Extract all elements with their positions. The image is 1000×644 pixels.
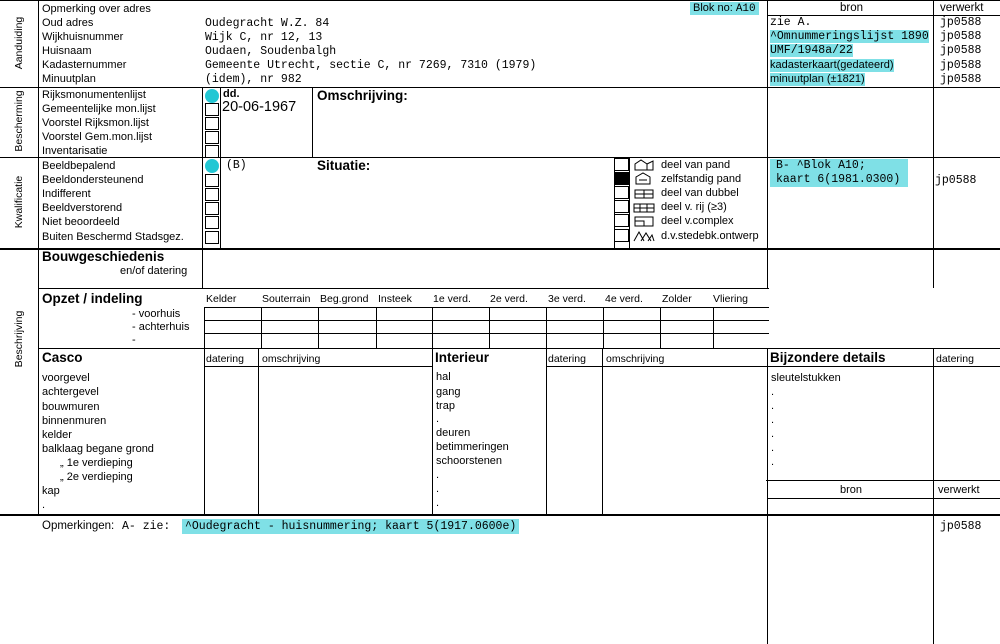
label-indifferent: Indifferent <box>42 188 91 200</box>
interieur-omschrijving-header: omschrijving <box>606 353 665 365</box>
value-huisnaam: Oudaen, Soudenbalgh <box>205 45 337 58</box>
dd-label: dd. <box>223 88 240 100</box>
bijzondere-heading: Bijzondere details <box>770 350 886 365</box>
label-beeldverstorend: Beeldverstorend <box>42 202 123 214</box>
verwerkt-1: jp0588 <box>940 16 982 29</box>
en-of-datering-label: en/of datering <box>120 265 188 277</box>
checkbox-niet-beoordeeld[interactable] <box>205 216 219 229</box>
opzet-achterhuis: - achterhuis <box>132 321 190 333</box>
casco-datering-header: datering <box>206 353 244 365</box>
rijksmonument-marker <box>205 89 219 103</box>
opmerkingen-label: Opmerkingen: <box>42 520 115 532</box>
bron-kadasterkaart: kadasterkaart(gedateerd) <box>770 59 894 71</box>
label-deel-v-rij: deel v. rij (≥3) <box>661 201 727 213</box>
checkbox-buiten-beschermd[interactable] <box>205 231 219 244</box>
list-item: hal <box>436 371 451 383</box>
list-item: achtergevel <box>42 386 99 398</box>
checkbox-inventarisatie[interactable] <box>205 145 219 158</box>
section-bescherming: Bescherming <box>13 90 25 152</box>
checkbox-deel-v-complex[interactable] <box>614 214 629 227</box>
checkbox-beeldverstorend[interactable] <box>205 202 219 215</box>
bron-minuutplan: minuutplan (±1821) <box>770 73 865 85</box>
label-deel-v-complex: deel v.complex <box>661 215 734 227</box>
house-standalone-icon <box>633 172 655 185</box>
block-label: Blok no: <box>693 2 733 14</box>
label-oud-adres: Oud adres <box>42 17 94 29</box>
list-item: . <box>771 442 775 454</box>
list-item: kap <box>42 485 60 497</box>
label-gemeentelijke: Gemeentelijke mon.lijst <box>42 103 156 115</box>
checkbox-gemeentelijke[interactable] <box>205 103 219 116</box>
value-wijkhuisnummer: Wijk C, nr 12, 13 <box>205 31 323 44</box>
block-value: A10 <box>735 3 756 15</box>
opzet-other: - <box>132 334 136 346</box>
lower-bron-header: bron <box>840 484 863 496</box>
col-1e-verd: 1e verd. <box>433 293 471 305</box>
bron-kaart6: kaart 6(1981.0300) <box>776 173 901 186</box>
verwerkt-3: jp0588 <box>940 44 982 57</box>
label-beeldbepalend: Beeldbepalend <box>42 160 116 172</box>
value-kadasternummer: Gemeente Utrecht, sectie C, nr 7269, 7310 (1979) <box>205 59 537 72</box>
protection-date: 20-06-1967 <box>222 99 297 115</box>
bijzondere-datering-header: datering <box>936 353 974 365</box>
bron-zie-a: zie A. <box>770 16 812 29</box>
list-item: . <box>436 413 440 425</box>
house-row-icon <box>633 200 655 213</box>
label-minuutplan: Minuutplan <box>42 73 96 85</box>
label-beeldondersteunend: Beeldondersteunend <box>42 174 144 186</box>
list-item: schoorstenen <box>436 455 503 467</box>
bron-blok: B- ^Blok A10; <box>776 159 866 172</box>
list-item: sleutelstukken <box>771 372 841 384</box>
list-item: trap <box>436 400 455 412</box>
list-item: deuren <box>436 427 471 439</box>
col-2e-verd: 2e verd. <box>490 293 528 305</box>
opmerkingen-prefix: A- zie: <box>122 520 171 533</box>
label-opmerking-adres: Opmerking over adres <box>42 3 151 15</box>
bouwgeschiedenis-heading: Bouwgeschiedenis <box>42 249 165 264</box>
label-inventarisatie: Inventarisatie <box>42 145 108 157</box>
omschrijving-heading: Omschrijving: <box>317 88 408 103</box>
opmerkingen-text: ^Oudegracht - huisnummering; kaart 5(1917.0600e) <box>182 519 519 534</box>
list-item: . <box>771 456 775 468</box>
list-item: betimmeringen <box>436 441 509 453</box>
block-number <box>690 2 759 15</box>
checkbox-indifferent[interactable] <box>205 188 219 201</box>
house-complex-icon <box>633 214 655 227</box>
casco-omschrijving-header: omschrijving <box>262 353 321 365</box>
urban-design-icon <box>633 229 655 242</box>
label-kadasternummer: Kadasternummer <box>42 59 127 71</box>
list-item: . <box>771 428 775 440</box>
list-item: kelder <box>42 429 72 441</box>
col-4e-verd: 4e verd. <box>605 293 643 305</box>
section-aanduiding: Aanduiding <box>13 16 25 70</box>
checkbox-zelfstandig-pand[interactable] <box>614 172 629 185</box>
value-oud-adres: Oudegracht W.Z. 84 <box>205 17 330 30</box>
opzet-voorhuis: - voorhuis <box>132 308 181 320</box>
opmerkingen-verwerkt: jp0588 <box>940 520 982 533</box>
list-item: voorgevel <box>42 372 90 384</box>
list-item: . <box>436 497 440 509</box>
label-huisnaam: Huisnaam <box>42 45 92 57</box>
list-item: „ 1e verdieping <box>60 457 133 469</box>
checkbox-stedebk-ontwerp[interactable] <box>614 229 629 242</box>
list-item: . <box>771 414 775 426</box>
situatie-heading: Situatie: <box>317 158 371 173</box>
checkbox-deel-v-rij[interactable] <box>614 200 629 213</box>
verwerkt-header: verwerkt <box>940 2 984 14</box>
col-beg-grond: Beg.grond <box>320 293 369 305</box>
value-minuutplan: (idem), nr 982 <box>205 73 302 86</box>
verwerkt-5: jp0588 <box>940 73 982 86</box>
bron-umf: UMF/1948a/22 <box>770 44 853 57</box>
interieur-datering-header: datering <box>548 353 586 365</box>
list-item: binnenmuren <box>42 415 107 427</box>
label-voorstel-gem: Voorstel Gem.mon.lijst <box>42 131 153 143</box>
col-vliering: Vliering <box>713 293 749 305</box>
interieur-heading: Interieur <box>435 350 490 365</box>
label-zelfstandig-pand: zelfstandig pand <box>661 173 742 185</box>
list-item: balklaag begane grond <box>42 443 154 455</box>
list-item: . <box>771 386 775 398</box>
col-kelder: Kelder <box>206 293 237 305</box>
list-item: bouwmuren <box>42 401 100 413</box>
bron-omnummeringslijst: ^Omnummeringslijst 1890 <box>770 30 929 43</box>
opzet-heading: Opzet / indeling <box>42 291 143 306</box>
checkbox-voorstel-gem[interactable] <box>205 131 219 144</box>
list-item: . <box>436 469 440 481</box>
house-part-icon <box>633 158 655 171</box>
checkbox-voorstel-rijks[interactable] <box>205 117 219 130</box>
checkbox-deel-van-pand[interactable] <box>614 158 629 171</box>
verwerkt-2: jp0588 <box>940 30 982 43</box>
col-3e-verd: 3e verd. <box>548 293 586 305</box>
label-buiten-beschermd: Buiten Beschermd Stadsgez. <box>42 231 184 243</box>
list-item: . <box>771 400 775 412</box>
label-niet-beoordeeld: Niet beoordeeld <box>42 216 120 228</box>
section-beschrijving: Beschrijving <box>13 310 25 368</box>
col-souterrain: Souterrain <box>262 293 311 305</box>
checkbox-deel-van-dubbel[interactable] <box>614 186 629 199</box>
label-voorstel-rijks: Voorstel Rijksmon.lijst <box>42 117 149 129</box>
checkbox-beeldondersteunend[interactable] <box>205 174 219 187</box>
beeldbepalend-marker <box>205 159 219 173</box>
list-item: . <box>436 483 440 495</box>
bron-header: bron <box>840 2 864 14</box>
label-stedebk-ontwerp: d.v.stedebk.ontwerp <box>661 230 759 242</box>
col-insteek: Insteek <box>378 293 412 305</box>
section-kwalificatie: Kwalificatie <box>13 175 25 229</box>
verwerkt-4: jp0588 <box>940 59 982 72</box>
lower-verwerkt-header: verwerkt <box>938 484 980 496</box>
house-double-icon <box>633 186 655 199</box>
kwalificatie-mark: (B) <box>226 159 247 172</box>
casco-heading: Casco <box>42 350 83 365</box>
kwalificatie-verwerkt: jp0588 <box>935 174 977 187</box>
col-zolder: Zolder <box>662 293 692 305</box>
label-deel-van-dubbel: deel van dubbel <box>661 187 739 199</box>
label-deel-van-pand: deel van pand <box>661 159 731 171</box>
list-item: „ 2e verdieping <box>60 471 133 483</box>
label-wijkhuisnummer: Wijkhuisnummer <box>42 31 124 43</box>
label-rijksmonumentenlijst: Rijksmonumentenlijst <box>42 89 146 101</box>
list-item: . <box>42 499 46 511</box>
list-item: gang <box>436 386 461 398</box>
